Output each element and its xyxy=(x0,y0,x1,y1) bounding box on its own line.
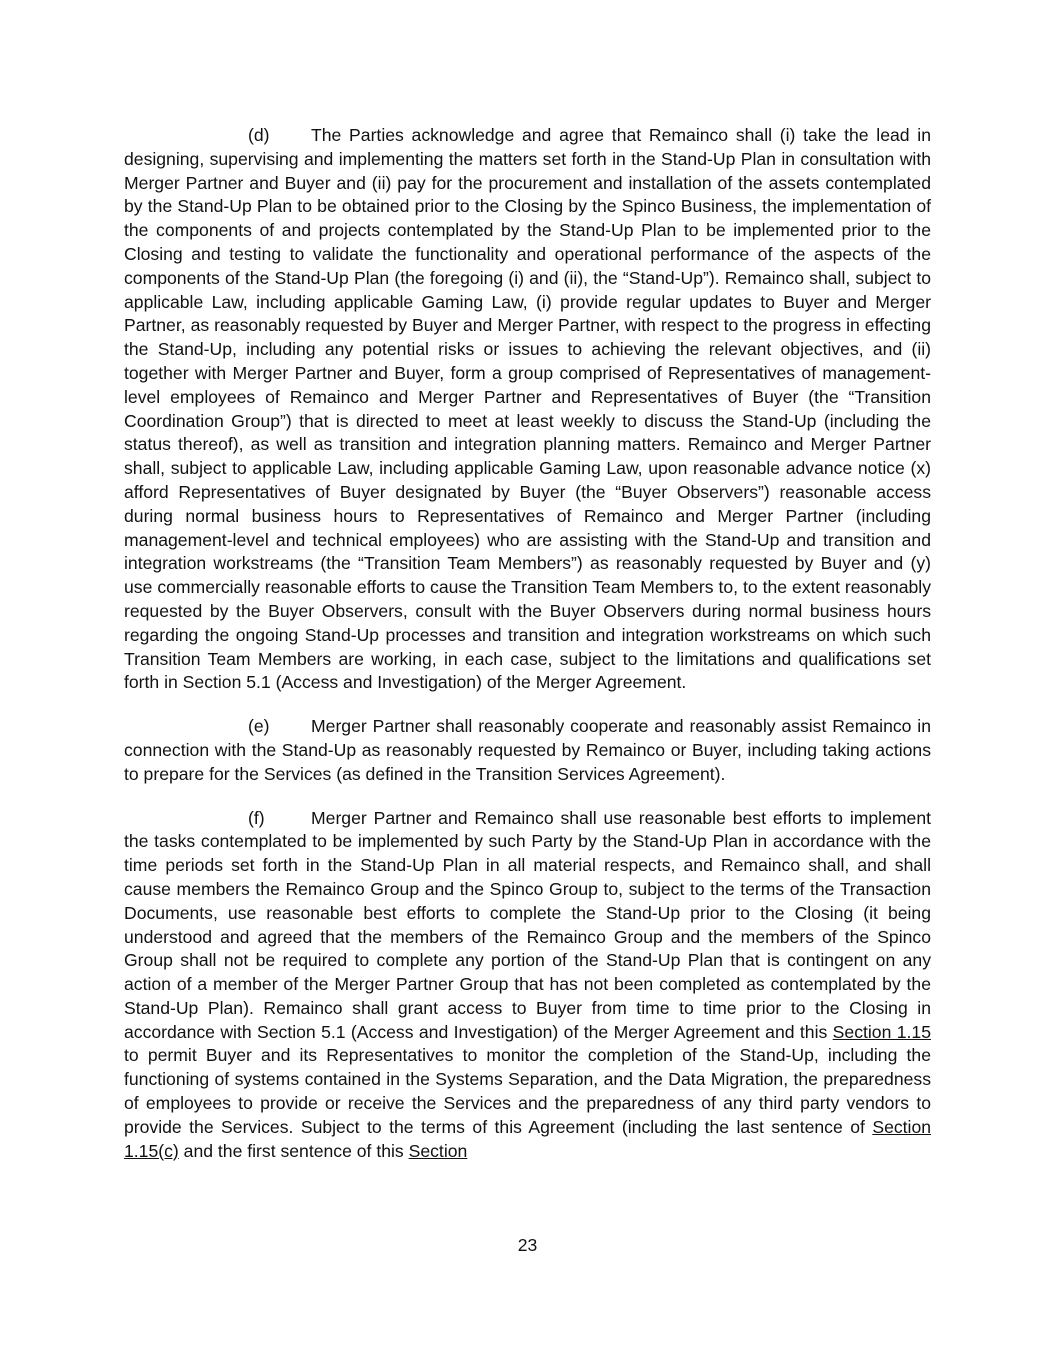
section-reference: Section xyxy=(408,1140,468,1161)
page-number: 23 xyxy=(517,1235,538,1255)
paragraph-marker: (f) xyxy=(248,807,265,828)
paragraph-text: to permit Buyer and its Representatives to monitor the completion of the Stand-Up, including the functioning of systems contained in the Systems Separation, and the Data Migration, the preparedness of employees to provide or receive the Services and the preparedness of any third party vendors to provide the Services. Subject to the terms of this Agreement (including the last sentence of xyxy=(124,1045,931,1137)
paragraph-text: and the first sentence of this xyxy=(183,1140,404,1161)
paragraph-d xyxy=(124,124,931,695)
paragraph-f xyxy=(124,807,931,1164)
paragraph-text: The Parties acknowledge and agree that Remainco shall (i) take the lead in designing, supervising and implementing the matters set forth in the Stand-Up Plan in consultation with Merger Partner and Buyer and (ii) pay for the procurement and installation of the assets contemplated by the Stand-Up Plan to be obtained prior to the Closing by the Spinco Business, the implementation of the components of and projects contemplated by the Stand-Up Plan to be implemented prior to the Closing and testing to validate the functionality and operational performance of the aspects of the components of the Stand-Up Plan (the foregoing (i) and (ii), the “Stand-Up”). Remainco shall, subject to applicable Law, including applicable Gaming Law, (i) provide regular updates to Buyer and Merger Partner, as reasonably requested by Buyer and Merger Partner, with respect to the progress in effecting the Stand-Up, including any potential risks or issues to achieving the relevant objectives, and (ii) together with Merger Partner and Buyer, form a group comprised of Representatives of management-level employees of Remainco and Merger Partner and Representatives of Buyer (the “Transition Coordination Group”) that is directed to meet at least weekly to discuss the Stand-Up (including the status thereof), as well as transition and integration planning matters. Remainco and Merger Partner shall, subject to applicable Law, including applicable Gaming Law, upon reasonable advance notice (x) afford Representatives of Buyer designated by Buyer (the “Buyer Observers”) reasonable access during normal business hours to Representatives of Remainco and Merger Partner (including management-level and technical employees) who are assisting with the Stand-Up and transition and integration workstreams (the “Transition Team Members”) as reasonably requested by Buyer and (y) use commercially reasonable efforts to cause the Transition Team Members to, to the extent reasonably requested by the Buyer Observers, consult with the Buyer Observers during normal business hours regarding the ongoing Stand-Up processes and transition and integration workstreams on which such Transition Team Members are working, in each case, subject to the limitations and qualifications set forth in Section 5.1 (Access and Investigation) of the Merger Agreement. xyxy=(124,125,931,693)
paragraph-text: Merger Partner and Remainco shall use reasonable best efforts to implement the tasks contemplated to be implemented by such Party by the Stand-Up Plan in accordance with the time periods set forth in the Stand-Up Plan in all material respects, and Remainco shall, and shall cause members the Remainco Group and the Spinco Group to, subject to the terms of the Transaction Documents, use reasonable best efforts to complete the Stand-Up prior to the Closing (it being understood and agreed that the members of the Remainco Group and the members of the Spinco Group shall not be required to complete any portion of the Stand-Up Plan that is contingent on any action of a member of the Merger Partner Group that has not been completed as contemplated by the Stand-Up Plan). Remainco shall grant access to Buyer from time to time prior to the Closing in accordance with Section 5.1 (Access and Investigation) of the Merger Agreement and this xyxy=(124,807,931,1042)
document-page xyxy=(124,124,931,1183)
paragraph-marker: (e) xyxy=(248,716,270,737)
paragraph-e xyxy=(124,715,931,786)
section-reference: Section 1.15(c) xyxy=(124,1116,932,1161)
section-reference: Section 1.15 xyxy=(832,1021,931,1042)
paragraph-text: Merger Partner shall reasonably cooperate and reasonably assist Remainco in connection with the Stand-Up as reasonably requested by Remainco or Buyer, including taking actions to prepare for the Services (as defined in the Transition Services Agreement). xyxy=(124,716,931,784)
paragraph-marker: (d) xyxy=(248,125,270,145)
